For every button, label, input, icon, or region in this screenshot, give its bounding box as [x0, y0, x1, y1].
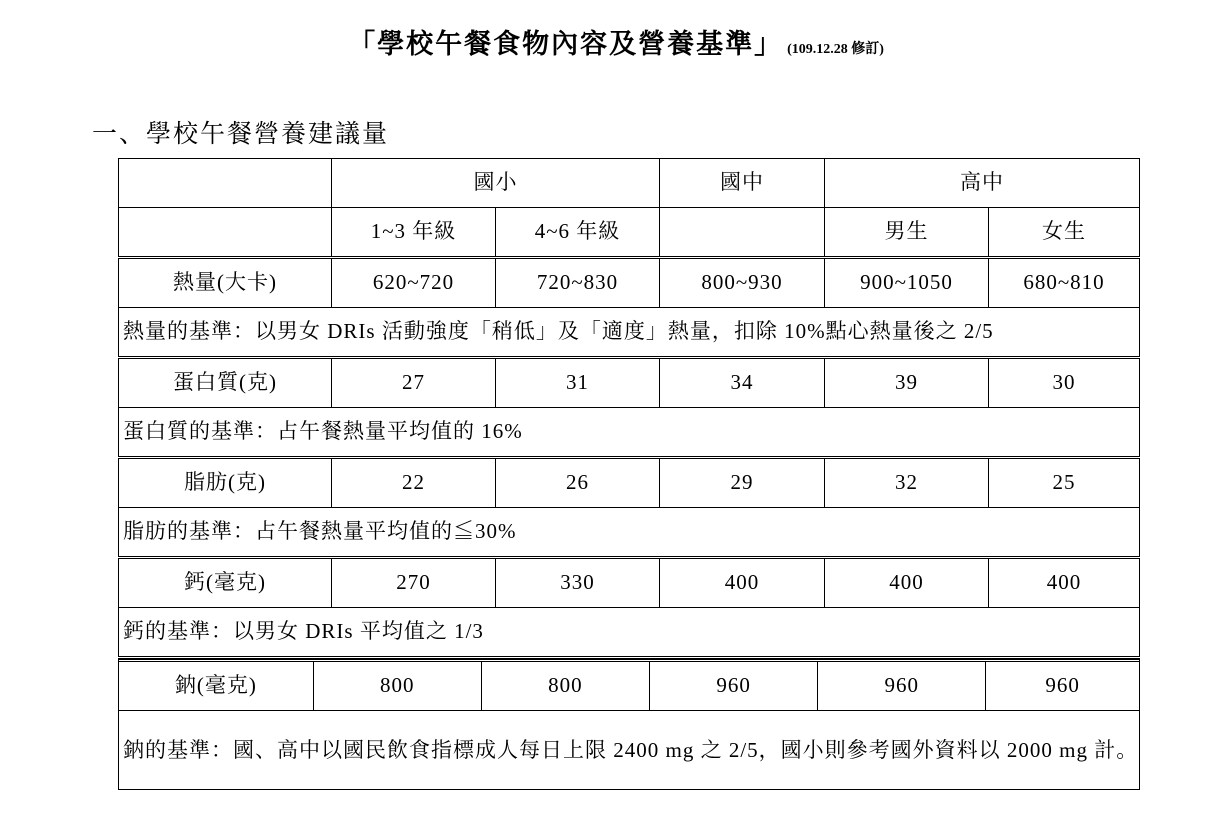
value-cell: 960	[986, 661, 1139, 711]
note-row	[119, 711, 1140, 790]
value-cell: 330	[496, 558, 660, 608]
document-title: 「學校午餐食物內容及營養基準」	[348, 29, 784, 59]
row-label-calcium: 鈣(毫克)	[119, 558, 332, 608]
value-cell: 400	[989, 558, 1140, 608]
document-title-block	[0, 22, 1232, 61]
value-cell: 400	[825, 558, 989, 608]
value-cell: 900~1050	[825, 258, 989, 308]
subheader-male: 男生	[825, 208, 989, 258]
value-cell: 680~810	[989, 258, 1140, 308]
corner-cell-2	[119, 208, 332, 258]
subheader-grade-4-6: 4~6 年級	[496, 208, 660, 258]
value-cell: 32	[825, 458, 989, 508]
value-cell: 26	[496, 458, 660, 508]
value-cell: 270	[332, 558, 496, 608]
note-calcium: 鈣的基準：以男女 DRIs 平均值之 1/3	[119, 608, 1140, 658]
value-cell: 800	[481, 661, 649, 711]
header-row-sub	[119, 208, 1140, 258]
note-protein: 蛋白質的基準：占午餐熱量平均值的 16%	[119, 408, 1140, 458]
sodium-row-table	[119, 659, 1139, 710]
value-cell: 30	[989, 358, 1140, 408]
row-label-calories: 熱量(大卡)	[119, 258, 332, 308]
value-cell: 34	[660, 358, 825, 408]
table-row	[119, 658, 1140, 711]
note-row	[119, 408, 1140, 458]
revision-date: (109.12.28 修訂)	[787, 42, 884, 57]
corner-cell	[119, 159, 332, 208]
value-cell: 800~930	[660, 258, 825, 308]
section-heading: 一、學校午餐營養建議量	[92, 121, 390, 148]
value-cell: 960	[650, 661, 818, 711]
subheader-grade-1-3: 1~3 年級	[332, 208, 496, 258]
value-cell: 29	[660, 458, 825, 508]
value-cell: 620~720	[332, 258, 496, 308]
nutrition-standards-table	[118, 158, 1140, 790]
table-row	[119, 458, 1140, 508]
value-cell: 27	[332, 358, 496, 408]
row-label-sodium: 鈉(毫克)	[119, 661, 313, 711]
header-junior-high: 國中	[660, 159, 825, 208]
note-sodium: 鈉的基準：國、高中以國民飲食指標成人每日上限 2400 mg 之 2/5，國小則參考國外資料以 2000 mg 計。	[119, 711, 1140, 790]
sodium-row-container	[119, 658, 1140, 711]
note-calories: 熱量的基準：以男女 DRIs 活動強度「稍低」及「適度」熱量，扣除 10%點心熱量後之 2/5	[119, 308, 1140, 358]
header-row-groups	[119, 159, 1140, 208]
subheader-junior	[660, 208, 825, 258]
value-cell: 31	[496, 358, 660, 408]
table-row	[119, 258, 1140, 308]
table-row	[119, 358, 1140, 408]
header-senior-high: 高中	[825, 159, 1140, 208]
table-row	[119, 558, 1140, 608]
value-cell: 800	[313, 661, 481, 711]
value-cell: 960	[818, 661, 986, 711]
value-cell: 39	[825, 358, 989, 408]
value-cell: 400	[660, 558, 825, 608]
value-cell: 25	[989, 458, 1140, 508]
row-label-protein: 蛋白質(克)	[119, 358, 332, 408]
subheader-female: 女生	[989, 208, 1140, 258]
header-elementary: 國小	[332, 159, 660, 208]
value-cell: 720~830	[496, 258, 660, 308]
note-row	[119, 608, 1140, 658]
note-row	[119, 308, 1140, 358]
value-cell: 22	[332, 458, 496, 508]
note-fat: 脂肪的基準：占午餐熱量平均值的≦30%	[119, 508, 1140, 558]
row-label-fat: 脂肪(克)	[119, 458, 332, 508]
note-row	[119, 508, 1140, 558]
